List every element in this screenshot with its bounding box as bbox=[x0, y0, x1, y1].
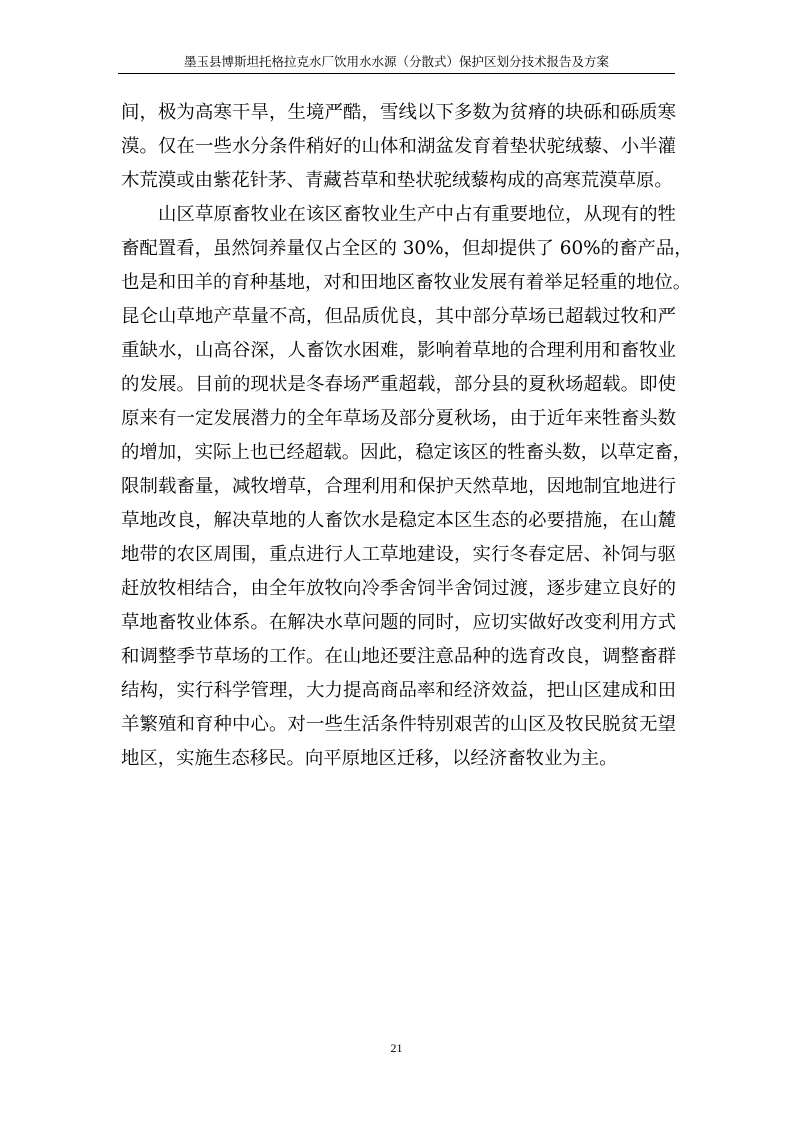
text-line: 地区，实施生态移民。向平原地区迁移，以经济畜牧业为主。 bbox=[121, 748, 618, 769]
text-line: 草地畜牧业体系。在解决水草问题的同时，应切实做好改变利用方式 bbox=[121, 612, 676, 633]
text-line: 重缺水，山高谷深，人畜饮水困难，影响着草地的合理利用和畜牧业 bbox=[121, 340, 676, 361]
text-line: 原来有一定发展潜力的全年草场及部分夏秋场，由于近年来牲畜头数 bbox=[121, 408, 676, 429]
text-line: 限制载畜量，减牧增草，合理利用和保护天然草地，因地制宜地进行 bbox=[121, 476, 676, 497]
text-line: 的增加，实际上也已经超载。因此，稳定该区的牲畜头数，以草定畜， bbox=[121, 442, 692, 463]
text-line: 赶放牧相结合，由全年放牧向冷季舍饲半舍饲过渡，逐步建立良好的 bbox=[121, 578, 676, 599]
running-header: 墨玉县博斯坦托格拉克水厂饮用水水源（分散式）保护区划分技术报告及方案 bbox=[183, 54, 609, 69]
text-line: 和调整季节草场的工作。在山地还要注意品种的选育改良，调整畜群 bbox=[121, 646, 676, 667]
text-line: 畜配置看，虽然饲养量仅占全区的 30%，但却提供了 60%的畜产品， bbox=[121, 238, 693, 259]
text-line: 木荒漠或由紫花针茅、青藏苔草和垫状驼绒藜构成的高寒荒漠草原。 bbox=[121, 170, 673, 191]
header-rule bbox=[118, 73, 675, 74]
text-line: 地带的农区周围，重点进行人工草地建设，实行冬春定居、补饲与驱 bbox=[121, 544, 676, 565]
page-number: 21 bbox=[390, 1041, 403, 1055]
text-line: 昆仑山草地产草量不高，但品质优良，其中部分草场已超载过牧和严 bbox=[121, 306, 676, 327]
text-line: 漠。仅在一些水分条件稍好的山体和湖盆发育着垫状驼绒藜、小半灌 bbox=[121, 136, 676, 157]
text-line: 的发展。目前的现状是冬春场严重超载，部分县的夏秋场超载。即使 bbox=[121, 374, 676, 395]
text-line: 结构，实行科学管理，大力提高商品率和经济效益，把山区建成和田 bbox=[121, 680, 676, 701]
text-line: 羊繁殖和育种中心。对一些生活条件特别艰苦的山区及牧民脱贫无望 bbox=[121, 714, 676, 735]
text-line: 山区草原畜牧业在该区畜牧业生产中占有重要地位，从现有的牲 bbox=[158, 204, 676, 225]
text-line: 草地改良，解决草地的人畜饮水是稳定本区生态的必要措施，在山麓 bbox=[121, 510, 676, 531]
body-text bbox=[121, 96, 693, 776]
text-line: 间，极为高寒干旱，生境严酷，雪线以下多数为贫瘠的块砾和砾质寒 bbox=[121, 102, 676, 123]
text-line: 也是和田羊的育种基地，对和田地区畜牧业发展有着举足轻重的地位。 bbox=[121, 272, 692, 293]
